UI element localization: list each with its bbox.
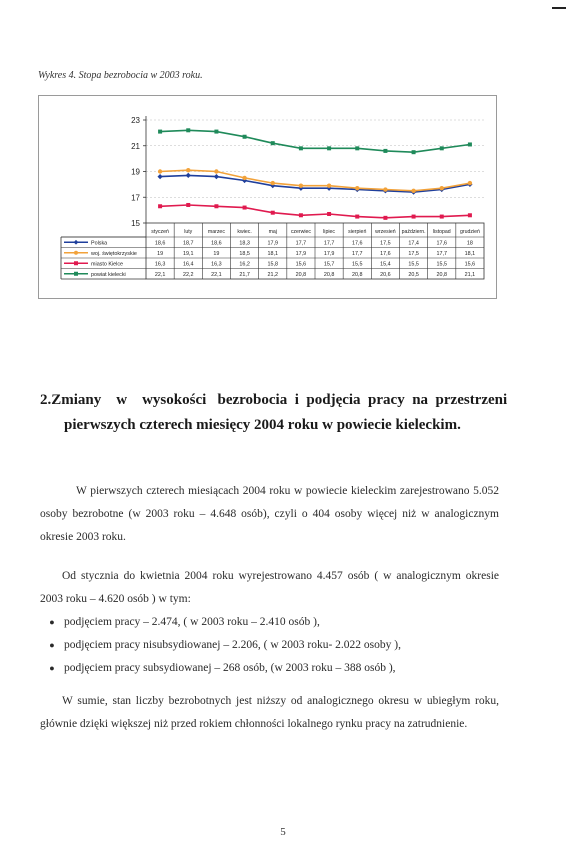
data-point	[186, 168, 190, 172]
paragraph-2	[40, 565, 499, 611]
data-label: 15,8	[267, 261, 278, 268]
data-label: 15,7	[323, 261, 335, 268]
data-point	[383, 216, 387, 220]
list-item: ● podjęciem pracy nisubsydiowanej – 2.206, ( w 2003 roku- 2.022 osoby ),	[40, 633, 499, 656]
data-point	[468, 181, 472, 185]
data-point	[299, 146, 303, 150]
data-label: 20,8	[436, 271, 447, 278]
paragraph-1-text: W pierwszych czterech miesiącach 2004 roku w powiecie kieleckim zarejestrowano 5.052 osoby bezrobotne (w 2003 roku – 4.648 osób), czyli o 404 osoby więcej niż w analogicznym okresie 2003 roku.	[40, 485, 499, 543]
data-point	[271, 211, 275, 215]
series-line-4	[160, 130, 470, 152]
data-label: 20,8	[352, 271, 363, 278]
bullet-icon: ●	[49, 662, 55, 673]
data-point	[242, 176, 246, 180]
data-point	[440, 186, 444, 190]
data-label: 17,9	[267, 240, 278, 247]
data-label: 17,4	[408, 240, 419, 247]
legend-label: woj. świętokrzyskie	[91, 250, 137, 257]
bullet-icon: ●	[49, 639, 55, 650]
data-label: 20,8	[295, 271, 307, 278]
unemployment-rate-chart	[39, 96, 496, 298]
data-point	[271, 141, 275, 145]
data-point	[186, 173, 191, 178]
data-point	[214, 130, 218, 134]
data-label: 18,6	[211, 240, 222, 247]
data-label: 15,5	[408, 261, 419, 268]
data-label: 21,7	[239, 271, 250, 278]
data-point	[299, 183, 303, 187]
y-tick-label: 23	[131, 116, 140, 125]
data-label: 17,5	[380, 240, 391, 247]
data-label: 16,4	[183, 261, 194, 268]
data-label: 17,6	[380, 250, 391, 257]
list-item: ● podjęciem pracy – 2.474, ( w 2003 roku – 2.410 osób ),	[40, 610, 499, 633]
section-heading-line2: pierwszych czterech miesięcy 2004 roku w powiecie kieleckim.	[64, 417, 461, 433]
legend-label: powiat kielecki	[91, 271, 126, 278]
data-label: 16,3	[211, 261, 222, 268]
data-point	[468, 213, 472, 217]
data-point	[158, 130, 162, 134]
data-label: 17,6	[436, 240, 447, 247]
x-tick-label: styczeń	[151, 229, 169, 235]
scan-corner-mark	[552, 7, 566, 9]
data-point	[186, 203, 190, 207]
data-label: 15,4	[380, 261, 391, 268]
data-label: 17,9	[295, 250, 307, 257]
data-label: 15,6	[295, 261, 307, 268]
legend-marker	[74, 240, 79, 245]
legend-marker	[74, 251, 78, 255]
x-tick-label: luty	[184, 229, 193, 235]
data-point	[412, 150, 416, 154]
data-point	[440, 215, 444, 219]
data-label: 17,7	[352, 250, 363, 257]
data-label: 19,1	[183, 250, 194, 257]
x-tick-label: maj	[268, 229, 277, 235]
data-label: 21,1	[464, 271, 476, 278]
x-tick-label: październ.	[401, 229, 426, 235]
data-label: 16,3	[154, 261, 166, 268]
data-point	[327, 212, 331, 216]
series-line-3	[160, 205, 470, 218]
bullet-icon: ●	[49, 616, 55, 627]
data-point	[327, 183, 331, 187]
paragraph-2-text: Od stycznia do kwietnia 2004 roku wyrejestrowano 4.457 osób ( w analogicznym okresie 2003 roku – 4.620 osób ) w tym:	[40, 570, 499, 605]
data-label: 22,1	[154, 271, 166, 278]
data-label: 22,2	[183, 271, 194, 278]
x-tick-label: kwiec.	[237, 229, 252, 235]
data-point	[383, 149, 387, 153]
data-label: 19	[157, 250, 164, 257]
data-point	[411, 189, 415, 193]
data-label: 17,7	[436, 250, 447, 257]
data-label: 18,1	[267, 250, 278, 257]
data-point	[214, 204, 218, 208]
data-point	[243, 206, 247, 210]
data-label: 18,6	[154, 240, 166, 247]
x-tick-label: czerwiec	[290, 229, 312, 235]
data-label: 17,6	[352, 240, 363, 247]
data-label: 18,1	[464, 250, 476, 257]
data-point	[355, 215, 359, 219]
data-label: 20,6	[380, 271, 391, 278]
data-label: 18,5	[239, 250, 250, 257]
legend-label: miasto Kielce	[91, 261, 124, 268]
data-label: 21,2	[267, 271, 278, 278]
data-point	[158, 204, 162, 208]
data-point	[299, 213, 303, 217]
list-item: ● podjęciem pracy subsydiowanej – 268 osób, (w 2003 roku – 388 osób ),	[40, 656, 499, 679]
data-point	[214, 174, 219, 179]
x-tick-label: sierpień	[348, 229, 367, 235]
x-tick-label: lipiec	[323, 229, 335, 235]
data-point	[157, 174, 162, 179]
paragraph-3	[40, 690, 499, 736]
data-label: 17,7	[323, 240, 335, 247]
data-point	[383, 187, 387, 191]
data-point	[243, 135, 247, 139]
x-tick-label: marzec	[207, 229, 225, 235]
y-tick-label: 15	[131, 219, 140, 228]
x-tick-label: listopad	[432, 229, 451, 235]
data-label: 18,3	[239, 240, 250, 247]
data-point	[412, 215, 416, 219]
data-label: 17,9	[323, 250, 335, 257]
paragraph-1	[40, 480, 499, 549]
data-point	[355, 146, 359, 150]
legend-label: Polska	[91, 240, 108, 247]
data-label: 16,2	[239, 261, 250, 268]
page-number: 5	[280, 826, 286, 838]
chart-frame	[38, 95, 497, 299]
x-tick-label: grudzień	[459, 229, 480, 235]
x-tick-label: wrzesień	[375, 229, 396, 235]
data-point	[355, 186, 359, 190]
data-point	[271, 181, 275, 185]
y-tick-label: 17	[131, 193, 140, 203]
bullet-list	[40, 610, 499, 679]
data-label: 20,5	[408, 271, 419, 278]
data-label: 17,5	[408, 250, 419, 257]
data-label: 15,5	[436, 261, 447, 268]
section-heading-line1: Zmiany w wysokości bezrobocia i podjęcia pracy na przestrzeni	[51, 392, 508, 408]
chart-caption: Wykres 4. Stopa bezrobocia w 2003 roku.	[38, 70, 203, 81]
data-point	[327, 146, 331, 150]
data-label: 18	[466, 240, 473, 247]
data-point	[158, 169, 162, 173]
paragraph-3-text: W sumie, stan liczby bezrobotnych jest niższy od analogicznego okresu w ubiegłym roku, głównie dzięki większej niż przed rokiem chłonności lokalnego rynku pracy na zatrudnienie.	[40, 695, 499, 730]
data-point	[468, 142, 472, 146]
y-tick-label: 19	[131, 167, 140, 177]
data-label: 15,5	[352, 261, 363, 268]
legend-marker	[74, 261, 78, 265]
data-label: 15,6	[464, 261, 476, 268]
data-label: 18,7	[183, 240, 194, 247]
legend-marker	[74, 272, 78, 276]
data-point	[186, 128, 190, 132]
data-label: 19	[213, 250, 220, 257]
data-label: 17,7	[295, 240, 307, 247]
section-heading	[40, 388, 508, 438]
section-number: 2.	[40, 392, 52, 408]
y-tick-label: 21	[131, 141, 140, 151]
data-point	[440, 146, 444, 150]
data-point	[214, 169, 218, 173]
data-label: 20,8	[323, 271, 335, 278]
data-label: 22,1	[211, 271, 222, 278]
